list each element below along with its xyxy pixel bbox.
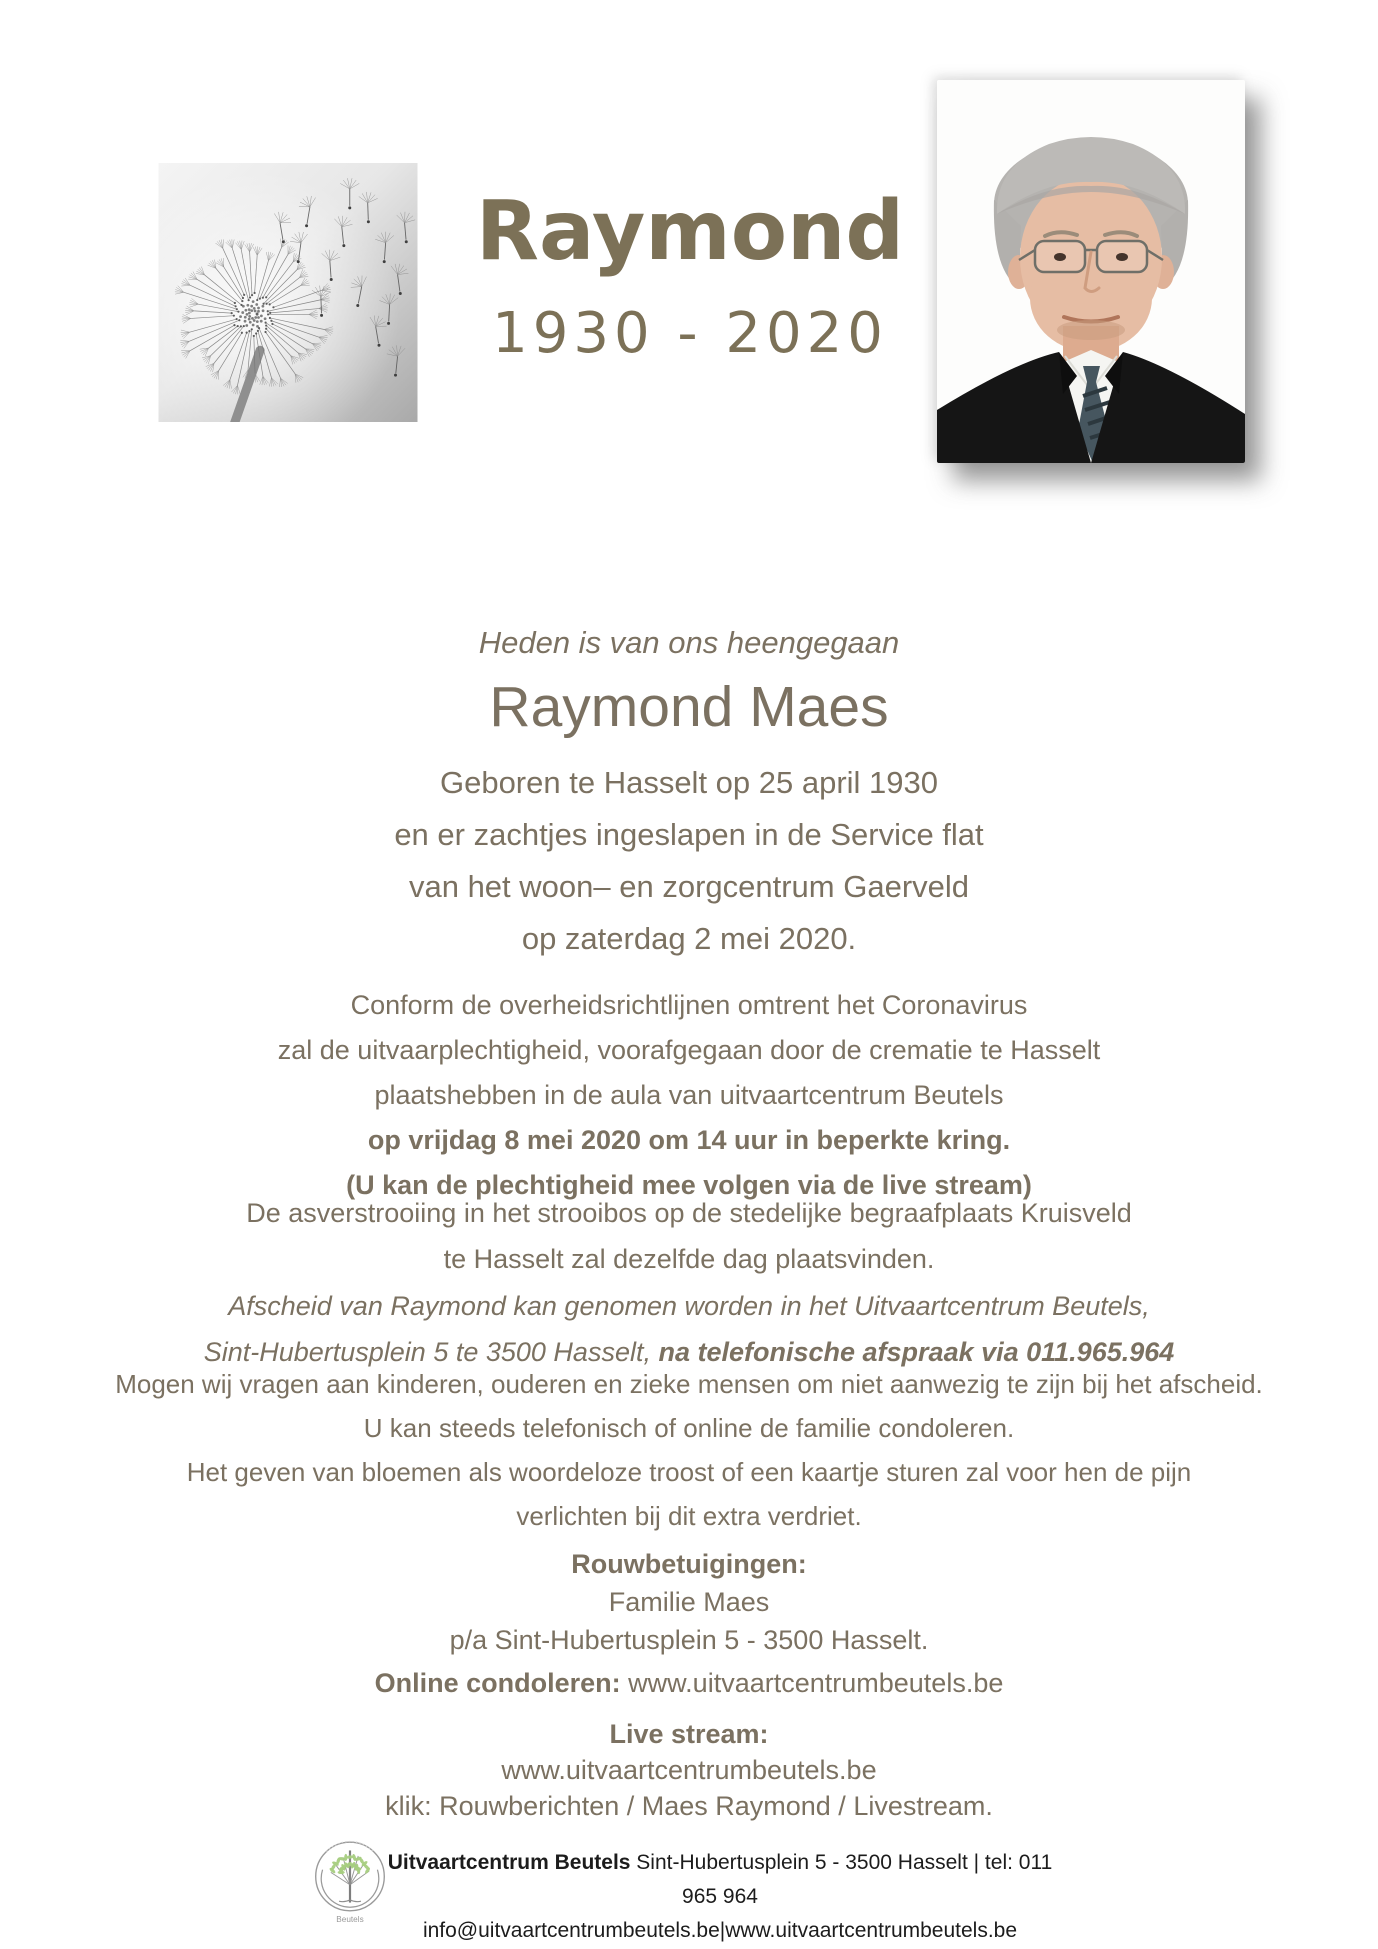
visitor-request xyxy=(0,1362,1378,1538)
ash-scattering-details xyxy=(0,1190,1378,1282)
dandelion-photo xyxy=(158,163,418,422)
life-line: en er zachtjes ingeslapen in de Service flat xyxy=(394,817,984,852)
footer-line-1 xyxy=(380,1846,1060,1914)
life-years: 1930 - 2020 xyxy=(492,301,888,366)
online-condolences-url: www.uitvaartcentrumbeutels.be xyxy=(628,1668,1004,1698)
footer-address: Sint-Hubertusplein 5 - 3500 Hasselt | tel: 011 965 964 xyxy=(630,1851,1053,1908)
dandelion-illustration xyxy=(158,163,418,422)
livestream-heading: Live stream: xyxy=(609,1719,769,1749)
farewell-line: Afscheid van Raymond kan genomen worden in het Uitvaartcentrum Beutels, xyxy=(228,1291,1150,1321)
header-title-box xyxy=(420,186,960,364)
ceremony-line: zal de uitvaarplechtigheid, voorafgegaan door de crematie te Hasselt xyxy=(277,1035,1101,1065)
life-details xyxy=(0,757,1378,965)
dandelion-glow xyxy=(159,163,418,422)
livestream-url: www.uitvaartcentrumbeutels.be xyxy=(501,1755,877,1785)
condolences-family: Familie Maes xyxy=(608,1587,770,1617)
condolences-address: p/a Sint-Hubertusplein 5 - 3500 Hasselt. xyxy=(449,1625,929,1655)
scattering-line: De asverstrooiing in het strooibos op de stedelijke begraafplaats Kruisveld xyxy=(246,1198,1132,1228)
request-line: U kan steeds telefonisch of online de familie condoleren. xyxy=(363,1413,1015,1443)
ceremony-line: plaatshebben in de aula van uitvaartcentrum Beutels xyxy=(374,1080,1004,1110)
page-title: Raymond xyxy=(475,184,905,279)
life-line: Geboren te Hasselt op 25 april 1930 xyxy=(439,765,939,800)
farewell-phone-note: na telefonische afspraak via 011.965.964 xyxy=(658,1337,1175,1367)
intro-line: Heden is van ons heengegaan xyxy=(478,625,900,660)
footer-company-name: Uitvaartcentrum Beutels xyxy=(387,1851,631,1874)
portrait-photo xyxy=(937,80,1245,463)
logo-caption: Beutels xyxy=(336,1914,364,1924)
ceremony-line: Conform de overheidsrichtlijnen omtrent het Coronavirus xyxy=(350,990,1028,1020)
life-line: op zaterdag 2 mei 2020. xyxy=(521,921,857,956)
footer-contact xyxy=(380,1846,1060,1948)
ceremony-livestream-note: (U kan de plechtigheid mee volgen via de live stream) xyxy=(346,1170,1032,1200)
life-line: van het woon– en zorgcentrum Gaerveld xyxy=(408,869,970,904)
request-line: Mogen wij vragen aan kinderen, ouderen en zieke mensen om niet aanwezig te zijn bij het afscheid. xyxy=(115,1369,1263,1399)
online-condolences-line xyxy=(0,1666,1378,1700)
request-line: Het geven van bloemen als woordeloze troost of een kaartje sturen zal voor hen de pijn xyxy=(186,1457,1192,1487)
deceased-name: Raymond Maes xyxy=(489,675,889,739)
portrait-illustration xyxy=(937,80,1245,463)
farewell-address: Sint-Hubertusplein 5 te 3500 Hasselt, xyxy=(203,1337,659,1367)
online-condolences-label: Online condoleren: xyxy=(374,1668,629,1698)
footer-line-2: info@uitvaartcentrumbeutels.be|www.uitvaartcentrumbeutels.be xyxy=(422,1919,1018,1942)
scattering-line: te Hasselt zal dezelfde dag plaatsvinden. xyxy=(443,1244,935,1274)
livestream-instructions: klik: Rouwberichten / Maes Raymond / Livestream. xyxy=(385,1791,993,1821)
request-line: verlichten bij dit extra verdriet. xyxy=(516,1501,862,1531)
livestream-block xyxy=(0,1716,1378,1824)
condolences-heading: Rouwbetuigingen: xyxy=(571,1549,807,1579)
ceremony-details xyxy=(0,983,1378,1208)
condolences-block xyxy=(0,1545,1378,1659)
ceremony-date-line: op vrijdag 8 mei 2020 om 14 uur in beperkte kring. xyxy=(367,1125,1011,1155)
